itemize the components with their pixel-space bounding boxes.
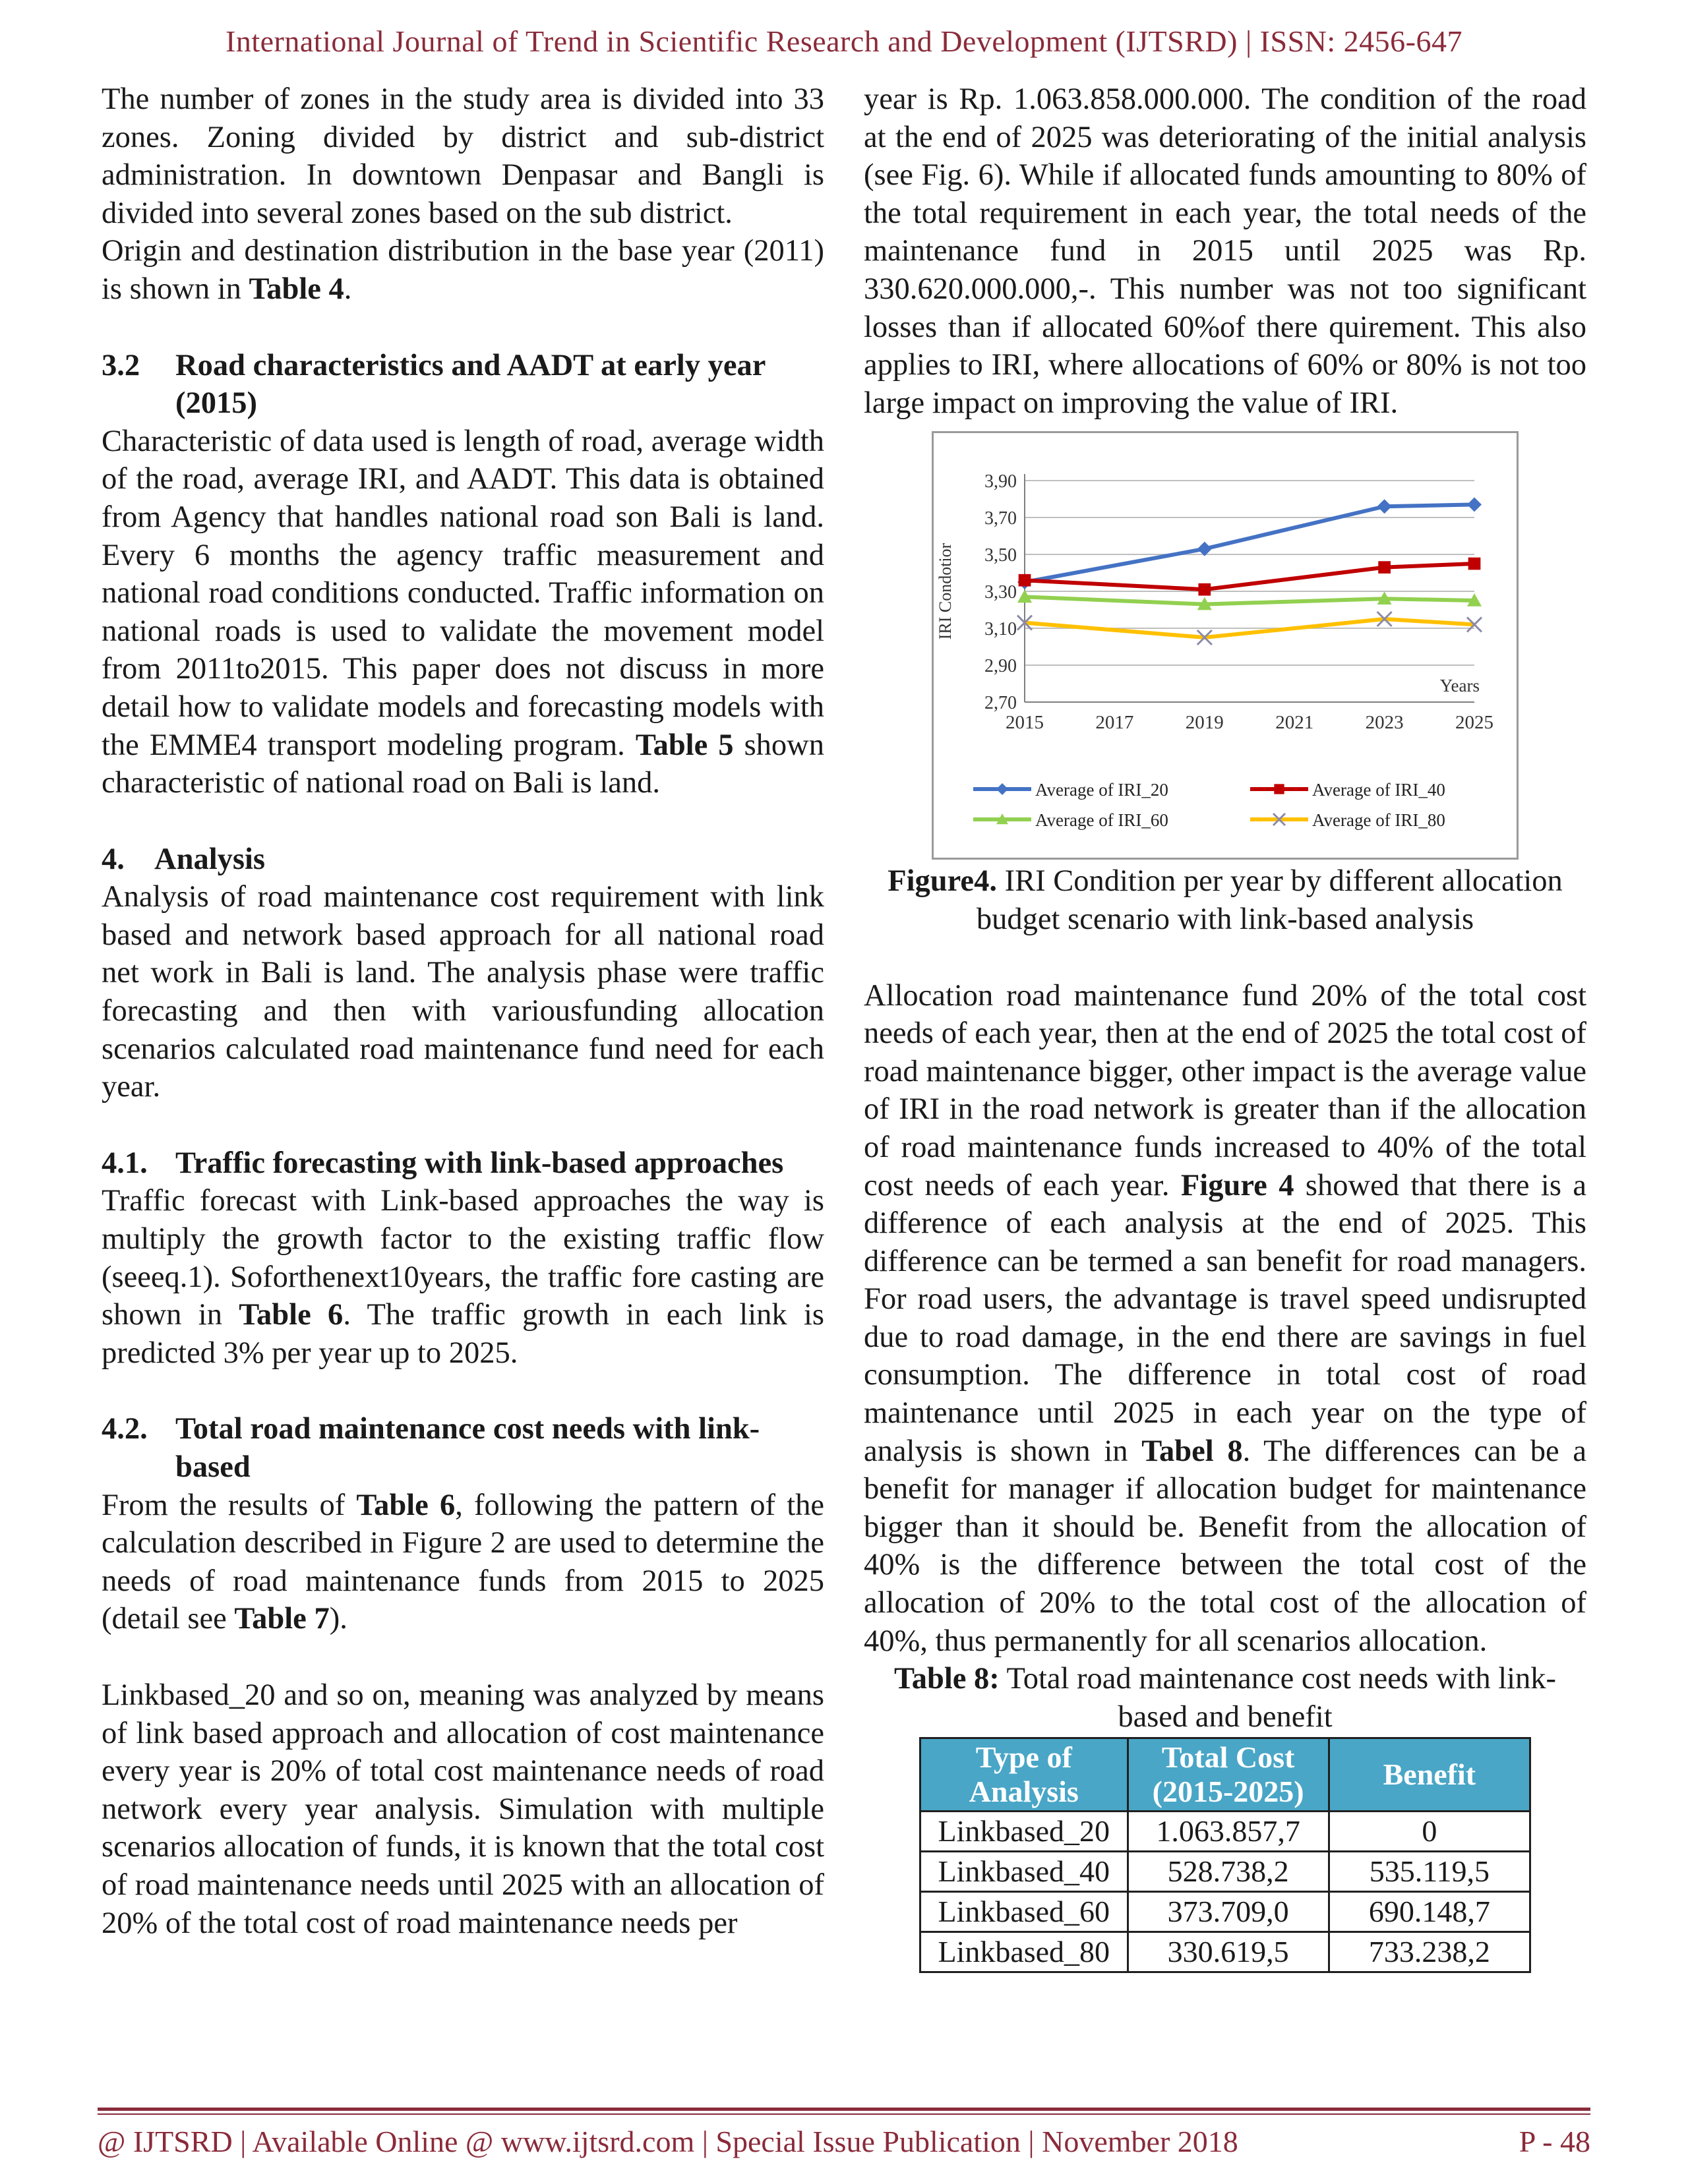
paragraph-allocation — [864, 977, 1586, 1661]
text: ). — [329, 1602, 347, 1636]
text: shown characteristic of national road on Bali is land. — [102, 728, 824, 800]
table-row — [920, 1892, 1530, 1932]
paragraph-linkbased: Linkbased_20 and so on, meaning was analyzed by means of link based approach and allocation of cost maintenance every year is 20% of total cost maintenance needs of road network every year analysis. Simulation with multiple scenarios allocation of funds, it is known that the total cost of road maintenance needs until 2025 with an allocation of 20% of the total cost of road maintenance needs per — [102, 1678, 824, 1940]
table-caption — [864, 1660, 1586, 1736]
text: Allocation road maintenance fund 20% of the total cost needs of each year, then at the end of 2025 the total cost of road maintenance bigger, other impact is the average value of IRI in the road network is greater than if the allocation of road maintenance funds increased to 40% of the total cost needs of each year. — [864, 978, 1586, 1202]
cell: 373.709,0 — [1128, 1892, 1329, 1932]
text: Traffic forecast with Link-based approaches the way is multiply the growth factor to the existing traffic flow (seeeq.1). Soforthenext10years, the traffic fore casting are shown in — [102, 1184, 824, 1332]
y-tick-label: 3,90 — [984, 471, 1017, 492]
cell: Linkbased_80 — [920, 1932, 1128, 1972]
section-title: Traffic forecasting with link-based approaches — [175, 1146, 784, 1180]
section-number: 4. — [102, 842, 125, 876]
figure-caption — [864, 862, 1586, 938]
page-number: P - 48 — [1519, 2125, 1590, 2158]
header-benefit: Benefit — [1329, 1738, 1530, 1812]
data-point — [1274, 784, 1284, 794]
x-tick-label: 2019 — [1185, 712, 1224, 734]
journal-header: International Journal of Trend in Scientific Research and Development (IJTSRD) | ISSN: 2456-647 — [226, 24, 1462, 58]
header-total-cost: Total Cost (2015-2025) — [1128, 1738, 1329, 1812]
spacer — [102, 1372, 824, 1410]
text: . The traffic growth in each link is predicted 3% per year up to 2025. — [102, 1298, 824, 1370]
paragraph-od — [102, 232, 824, 308]
section-number: 4.2. — [102, 1412, 148, 1446]
spacer — [864, 939, 1586, 977]
x-tick-label: 2021 — [1275, 712, 1314, 734]
cell: 1.063.857,7 — [1128, 1812, 1329, 1852]
table-ref: Table 7 — [234, 1602, 330, 1636]
x-tick-label: 2025 — [1455, 712, 1493, 734]
table-ref: Tabel 8 — [1141, 1434, 1243, 1468]
section-title: Road characteristics and AADT at early year (2015) — [175, 348, 766, 421]
paragraph-cost-result: year is Rp. 1.063.858.000.000. The condition of the road at the end of 2025 was deteriorating of the initial analysis (see Fig. 6). While if allocated funds amounting to 80% of the total requirement in each year, the total needs of the maintenance fund in 2015 until 2025 was Rp. 330.620.000.000,-. This number was not too significant losses than if allocated 60%of there quirement. This also applies to IRI, where allocations of 60% or 80% is not too large impact on improving the value of IRI. — [864, 82, 1586, 420]
table-ref: Table 6 — [239, 1298, 344, 1332]
text: From the results of — [102, 1488, 357, 1522]
text: Characteristic of data used is length of road, average width of the road, average IRI, and AADT. This data is obtained from Agency that handles national road son Bali is land. Every 6 months the agency traffic measurement and national road conditions conducted. Traffic information on national roads is used to validate the movement model from 2011to2015. This paper does not discuss in more detail how to validate models and forecasting models with the EMME4 transport modeling program. — [102, 424, 824, 762]
cell: Linkbased_20 — [920, 1812, 1128, 1852]
section-title: Total road maintenance cost needs with link-based — [175, 1412, 760, 1484]
section-heading-4-1 — [102, 1144, 824, 1183]
cell: 690.148,7 — [1329, 1892, 1530, 1932]
left-column — [102, 80, 824, 1942]
table-8 — [919, 1737, 1531, 1973]
cell: 535.119,5 — [1329, 1852, 1530, 1892]
data-point — [1019, 574, 1031, 587]
series-line — [1025, 505, 1474, 583]
table-header-row — [920, 1738, 1530, 1812]
y-tick-label: 3,70 — [984, 508, 1017, 529]
cell: 528.738,2 — [1128, 1852, 1329, 1892]
paragraph-characteristics — [102, 423, 824, 802]
page-footer — [98, 2124, 1590, 2159]
legend-label: Average of IRI_60 — [1035, 810, 1168, 831]
caption-text: Total road maintenance cost needs with link- based and benefit — [999, 1662, 1557, 1734]
figure-ref: Figure 4 — [1180, 1168, 1294, 1202]
section-number: 4.1. — [102, 1146, 148, 1180]
cell: 330.619,5 — [1128, 1932, 1329, 1972]
paragraph-cost-needs — [102, 1487, 824, 1638]
text: . The differences can be a benefit for manager if allocation budget for maintenance bigger than it should be. Benefit from the allocation of 40% is the difference between the total cost of the allocation of 20% to the total cost of the allocation of 40%, thus permanently for all scenarios allocation. — [864, 1434, 1586, 1658]
cell: 0 — [1329, 1812, 1530, 1852]
paragraph-zones: The number of zones in the study area is divided into 33 zones. Zoning divided by district and sub-district administration. In downtown Denpasar and Bangli is divided into several zones based on the sub district. — [102, 82, 824, 230]
text: . — [344, 272, 352, 306]
text: , following the pattern of the calculation described in Figure 2 are used to determine the needs of road maintenance funds from 2015 to 2025 (detail see — [102, 1488, 825, 1636]
footer-rule — [98, 2108, 1590, 2111]
header-type: Type of Analysis — [920, 1738, 1128, 1812]
table-row — [920, 1812, 1530, 1852]
spacer — [102, 1106, 824, 1144]
y-axis-label: IRI Condotior — [936, 543, 955, 640]
spacer — [102, 309, 824, 347]
legend-label: Average of IRI_20 — [1035, 780, 1168, 800]
right-column — [864, 80, 1586, 1973]
table-row — [920, 1852, 1530, 1892]
footer-text: @ IJTSRD | Available Online @ www.ijtsrd.com | Special Issue Publication | November 2018 — [98, 2125, 1238, 2158]
section-heading-4 — [102, 841, 824, 879]
caption-text: IRI Condition per year by different allocation budget scenario with link-based analysis — [976, 864, 1563, 936]
series-line — [1025, 564, 1474, 589]
x-tick-label: 2023 — [1365, 712, 1404, 734]
cell: Linkbased_60 — [920, 1892, 1128, 1932]
table-ref: Table 6 — [356, 1488, 456, 1522]
cell: 733.238,2 — [1329, 1932, 1530, 1972]
section-heading-3-2 — [102, 347, 824, 423]
y-tick-label: 2,90 — [984, 656, 1017, 677]
iri-line-chart — [934, 433, 1517, 858]
section-title: Analysis — [154, 842, 265, 876]
paragraph-traffic-forecast — [102, 1182, 824, 1372]
spacer — [102, 802, 824, 841]
caption-label: Table 8: — [893, 1662, 1000, 1696]
x-tick-label: 2015 — [1006, 712, 1044, 734]
y-tick-label: 3,50 — [984, 545, 1017, 566]
table-row — [920, 1932, 1530, 1972]
spacer — [102, 1638, 824, 1676]
paragraph-analysis: Analysis of road maintenance cost requirement with link based and network based approach for all national road net work in Bali is land. The analysis phase were traffic forecasting and then with variousfunding allocation scenarios calculated road maintenance fund need for each year. — [102, 880, 824, 1104]
series-line — [1025, 597, 1474, 605]
cell: Linkbased_40 — [920, 1852, 1128, 1892]
legend-label: Average of IRI_40 — [1312, 780, 1445, 800]
text: showed that there is a difference of each analysis at the end of 2025. This difference can be termed a san benefit for road managers. For road users, the advantage is travel speed undisrupted due to road damage, in the end there are savings in fuel consumption. The difference in total cost of road maintenance until 2025 in each year on the type of analysis is shown in — [864, 1168, 1586, 1468]
data-point — [1378, 562, 1391, 574]
data-point — [1468, 558, 1481, 570]
table-ref: Table 4 — [249, 272, 344, 306]
table-ref: Table 5 — [635, 728, 734, 762]
legend-label: Average of IRI_80 — [1312, 810, 1445, 831]
y-tick-label: 3,30 — [984, 582, 1017, 603]
footer-rule — [98, 2113, 1590, 2115]
data-point — [996, 783, 1008, 795]
section-heading-4-2 — [102, 1410, 824, 1486]
data-point — [1467, 498, 1482, 512]
figure-4-chart — [932, 431, 1519, 860]
x-tick-label: 2017 — [1095, 712, 1134, 734]
text: Origin and destination distribution in the base year (2011) is shown in — [102, 234, 824, 306]
y-tick-label: 2,70 — [984, 693, 1017, 714]
data-point — [1198, 583, 1211, 596]
data-point — [1377, 500, 1392, 514]
x-axis-label: Years — [1439, 676, 1480, 696]
section-number: 3.2 — [102, 348, 140, 382]
y-tick-label: 3,10 — [984, 619, 1017, 640]
caption-label: Figure4. — [888, 864, 997, 899]
